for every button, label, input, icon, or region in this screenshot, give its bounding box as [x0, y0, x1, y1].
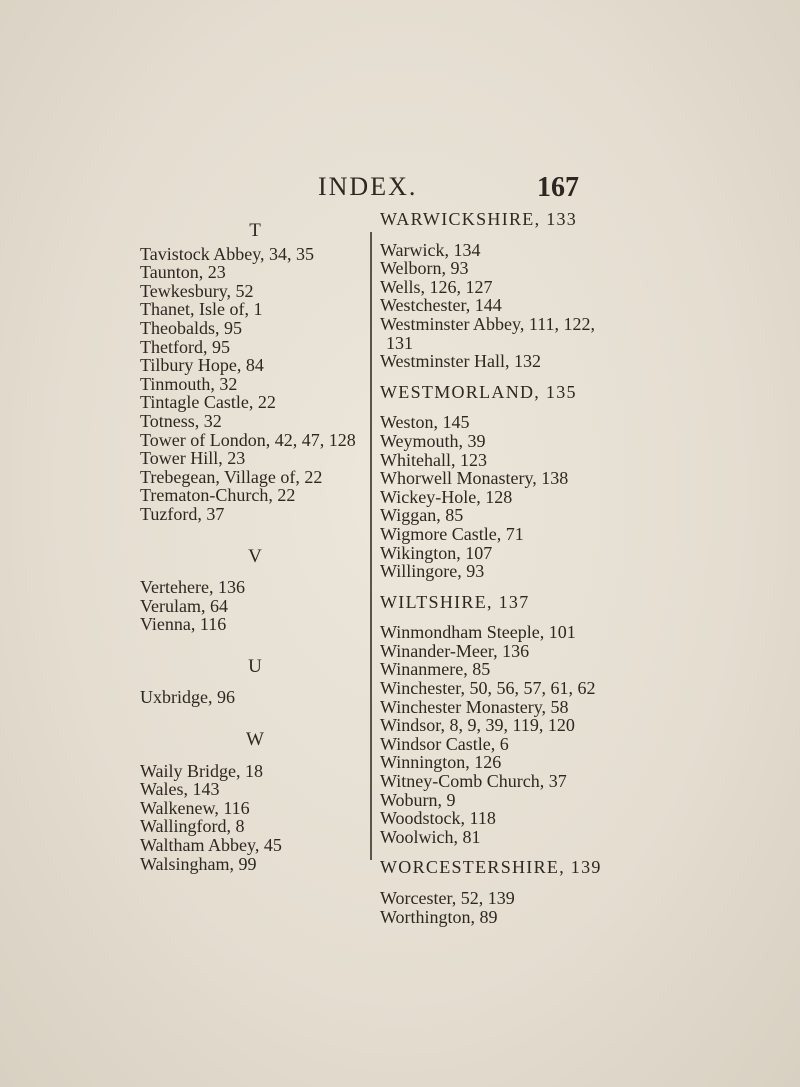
section-letter-u: U	[248, 655, 262, 677]
section-letter-v: V	[248, 545, 262, 567]
index-entry: Westminster Abbey, 111, 122,	[380, 313, 596, 334]
index-entry: Winchester, 50, 56, 57, 61, 62	[380, 678, 596, 699]
index-entry: Worcester, 52, 139	[380, 888, 515, 908]
index-entry: Waltham Abbey, 45	[140, 835, 282, 856]
index-entry: Walsingham, 99	[140, 853, 257, 874]
index-entry: Wales, 143	[140, 779, 220, 800]
index-entry: Whorwell Monastery, 138	[380, 468, 569, 489]
index-entry: Weston, 145	[380, 412, 470, 433]
index-entry: Walkenew, 116	[140, 797, 250, 818]
index-entry: Uxbridge, 96	[140, 687, 235, 708]
index-entry: Thetford, 95	[140, 336, 230, 357]
index-entry: Thanet, Isle of, 1	[140, 299, 263, 320]
index-entry: Tewkesbury, 52	[140, 280, 254, 301]
county-heading-wiltshire: WILTSHIRE, 137	[380, 591, 530, 612]
index-entry: Verulam, 64	[140, 595, 228, 616]
index-entry: Tower of London, 42, 47, 128	[140, 429, 356, 450]
index-entry: Westchester, 144	[380, 295, 502, 316]
index-entry: Wells, 126, 127	[380, 276, 493, 297]
index-entry: Wickey-Hole, 128	[380, 486, 513, 507]
index-entry: Woodstock, 118	[380, 808, 496, 829]
index-entry: Waily Bridge, 18	[140, 760, 264, 781]
index-entry: Westminster Hall, 132	[380, 351, 542, 372]
county-heading-warwickshire: WARWICKSHIRE, 133	[380, 209, 578, 229]
index-entry: Theobalds, 95	[140, 317, 242, 338]
index-entry: Weymouth, 39	[380, 430, 486, 451]
index-entry: Trematon-Church, 22	[140, 485, 296, 506]
county-heading-worcestershire: WORCESTERSHIRE, 139	[380, 857, 602, 878]
index-entry: Wallingford, 8	[140, 816, 245, 837]
index-entry: Tuzford, 37	[140, 503, 225, 524]
index-entry: Trebegean, Village of, 22	[140, 466, 323, 487]
index-entry: Vienna, 116	[140, 614, 227, 635]
index-entry: Worthington, 89	[380, 906, 498, 927]
page-title: INDEX.	[318, 172, 418, 201]
index-entry: Wiggan, 85	[380, 505, 464, 526]
index-entry: Tavistock Abbey, 34, 35	[140, 243, 315, 264]
index-entry-continuation: 131	[386, 332, 413, 353]
index-entry: Vertehere, 136	[140, 577, 245, 598]
index-entry: Winanmere, 85	[380, 659, 491, 680]
index-entry: Tinmouth, 32	[140, 373, 238, 394]
index-entry: Totness, 32	[140, 410, 222, 431]
index-entry: Winchester Monastery, 58	[380, 696, 569, 717]
index-entry: Whitehall, 123	[380, 449, 487, 470]
index-entry: Woburn, 9	[380, 789, 456, 810]
index-entry: Tilbury Hope, 84	[140, 355, 264, 376]
index-entry: Wikington, 107	[380, 542, 493, 563]
index-entry: Tower Hill, 23	[140, 448, 246, 469]
index-entry: Witney-Comb Church, 37	[380, 771, 567, 792]
page-number: 167	[537, 172, 579, 203]
index-entry: Wigmore Castle, 71	[380, 523, 524, 544]
section-letter-w: W	[246, 729, 264, 751]
right-column	[380, 210, 795, 926]
index-entry: Willingore, 93	[380, 561, 485, 582]
left-column	[140, 222, 365, 873]
index-entry: Welborn, 93	[380, 258, 469, 279]
index-entry: Woolwich, 81	[380, 826, 481, 847]
index-entry: Tintagle Castle, 22	[140, 392, 276, 413]
index-entry: Winander-Meer, 136	[380, 640, 530, 661]
column-divider	[370, 232, 372, 860]
section-letter-t: T	[249, 220, 261, 241]
index-entry: Winmondham Steeple, 101	[380, 622, 576, 643]
index-entry: Windsor Castle, 6	[380, 733, 509, 754]
index-entry: Taunton, 23	[140, 262, 226, 283]
index-entry: Winnington, 126	[380, 752, 502, 773]
county-heading-westmorland: WESTMORLAND, 135	[380, 381, 577, 402]
index-entry: Windsor, 8, 9, 39, 119, 120	[380, 715, 575, 736]
index-entry: Warwick, 134	[380, 239, 481, 260]
